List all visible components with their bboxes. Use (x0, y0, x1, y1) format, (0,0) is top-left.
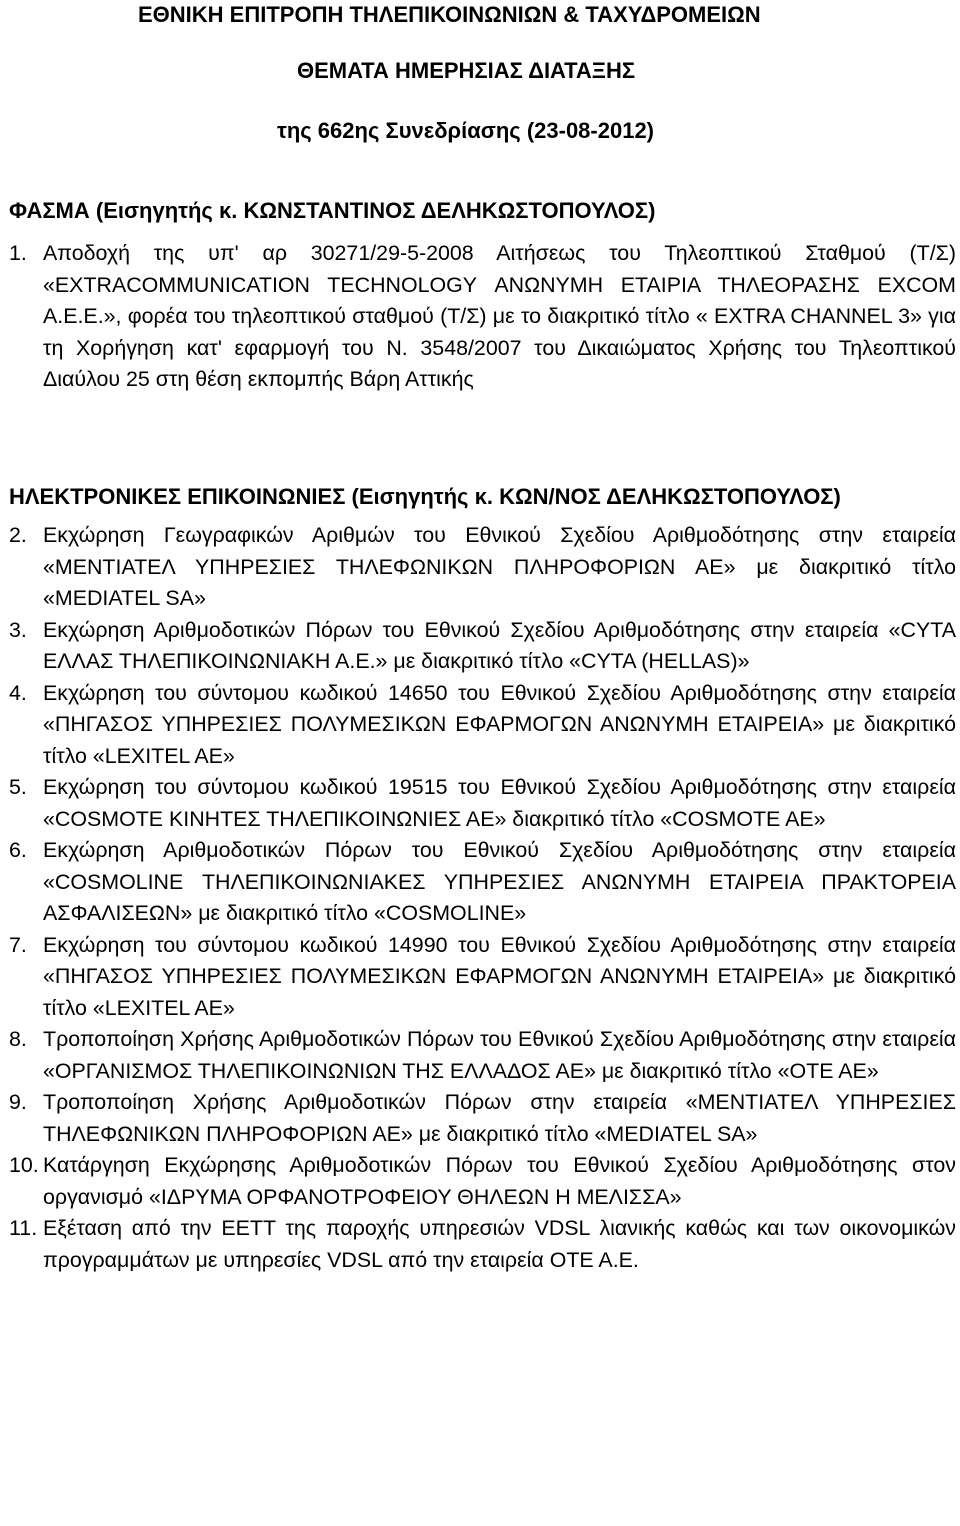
agenda-item-text: Εκχώρηση του σύντομου κωδικού 14650 του Εθνικού Σχεδίου Αριθμοδότησης στην εταιρεία «ΠΗΓΑΣΟΣ ΥΠΗΡΕΣΙΕΣ ΠΟΛΥΜΕΣΙΚΩΝ ΕΦΑΡΜΟΓΩΝ ΑΝΩΝΥΜΗ ΕΤΑΙΡΕΙΑ» με διακριτικό τίτλο «LEXITEL AE» (43, 680, 956, 768)
agenda-item-text: Τροποποίηση Χρήσης Αριθμοδοτικών Πόρων στην εταιρεία «ΜΕΝΤΙΑΤΕΛ ΥΠΗΡΕΣΙΕΣ ΤΗΛΕΦΩΝΙΚΩΝ ΠΛΗΡΟΦΟΡΙΩΝ ΑΕ» με διακριτικό τίτλο «MEDIATEL SA» (43, 1090, 956, 1146)
agenda-item-number: 1. (9, 241, 27, 265)
agenda-item (9, 678, 956, 773)
agenda-item-number: 5. (9, 775, 27, 799)
agenda-item (9, 1087, 956, 1150)
agenda-item-number: 11. (9, 1216, 38, 1240)
section-heading-electronic-communications: ΗΛΕΚΤΡΟΝΙΚΕΣ ΕΠΙΚΟΙΝΩΝΙΕΣ (Εισηγητής κ. ΚΩΝ/ΝΟΣ ΔΕΛΗΚΩΣΤΟΠΟΥΛΟΣ) (9, 484, 841, 509)
agenda-item (9, 615, 956, 678)
spectrum-agenda-list (9, 238, 956, 396)
agenda-item-text: Κατάργηση Εκχώρησης Αριθμοδοτικών Πόρων του Εθνικού Σχεδίου Αριθμοδότησης στον οργανισμό «ΙΔΡΥΜΑ ΟΡΦΑΝΟΤΡΟΦΕΙΟΥ ΘΗΛΕΩΝ Η ΜΕΛΙΣΣΑ» (43, 1153, 956, 1209)
agenda-item-text: Εκχώρηση Γεωγραφικών Αριθμών του Εθνικού Σχεδίου Αριθμοδότησης στην εταιρεία «ΜΕΝΤΙΑΤΕΛ ΥΠΗΡΕΣΙΕΣ ΤΗΛΕΦΩΝΙΚΩΝ ΠΛΗΡΟΦΟΡΙΩΝ ΑΕ» με διακριτικό τίτλο «MEDIATEL SA» (43, 523, 956, 610)
agenda-item (9, 1150, 956, 1213)
session-line: της 662ης Συνεδρίασης (23-08-2012) (277, 118, 655, 143)
agenda-item-number: 10. (9, 1153, 39, 1177)
agenda-item-text: Εκχώρηση Αριθμοδοτικών Πόρων του Εθνικού Σχεδίου Αριθμοδότησης στην εταιρεία «COSMOLINE ΤΗΛΕΠΙΚΟΙΝΩΝΙΑΚΕΣ ΥΠΗΡΕΣΙΕΣ ΑΝΩΝΥΜΗ ΕΤΑΙΡΕΙΑ ΠΡΑΚΤΟΡΕΙΑ ΑΣΦΑΛΙΣΕΩΝ» με διακριτικό τίτλο «COSMOLINE» (43, 838, 956, 925)
agenda-item (9, 772, 956, 835)
agenda-item-number: 7. (9, 932, 27, 957)
agenda-item-number: 3. (9, 617, 27, 642)
agenda-item-number: 2. (9, 523, 27, 547)
agenda-item-number: 8. (9, 1027, 27, 1051)
agenda-item-text: Εκχώρηση του σύντομου κωδικού 19515 του Εθνικού Σχεδίου Αριθμοδότησης στην εταιρεία «COSMOTE ΚΙΝΗΤΕΣ ΤΗΛΕΠΙΚΟΙΝΩΝΙΕΣ ΑΕ» διακριτικό τίτλο «COSMOTE AE» (43, 775, 956, 831)
agenda-item (9, 1213, 956, 1276)
agenda-item-text: Εκχώρηση του σύντομου κωδικού 14990 του Εθνικού Σχεδίου Αριθμοδότησης στην εταιρεία «ΠΗΓΑΣΟΣ ΥΠΗΡΕΣΙΕΣ ΠΟΛΥΜΕΣΙΚΩΝ ΕΦΑΡΜΟΓΩΝ ΑΝΩΝΥΜΗ ΕΤΑΙΡΕΙΑ» με διακριτικό τίτλο «LEXITEL AE» (43, 932, 956, 1020)
agenda-item-text: Εκχώρηση Αριθμοδοτικών Πόρων του Εθνικού Σχεδίου Αριθμοδότησης στην εταιρεία «CYTA ΕΛΛΑΣ ΤΗΛΕΠΙΚΟΙΝΩΝΙΑΚΗ Α.Ε.» με διακριτικό τίτλο «CYTA (HELLAS)» (43, 617, 956, 673)
agenda-item (9, 238, 956, 396)
document-subtitle: ΘΕΜΑΤΑ ΗΜΕΡΗΣΙΑΣ ΔΙΑΤΑΞΗΣ (297, 58, 636, 83)
agenda-item-text: Αποδοχή της υπ' αρ 30271/29-5-2008 Αιτήσεως του Τηλεοπτικού Σταθμού (Τ/Σ) «EXTRACOMMUNICATION TECHNOLOGY ΑΝΩΝΥΜΗ ΕΤΑΙΡΙΑ ΤΗΛΕΟΡΑΣΗΣ EXCOM Α.Ε.Ε.», φορέα του τηλεοπτικού σταθμού (Τ/Σ) με το διακριτικό τίτλο « EXTRA CHANNEL 3» για τη Χορήγηση κατ' εφαρμογή του Ν. 3548/2007 του Δικαιώματος Χρήσης του Τηλεοπτικού Διαύλου 25 στη θέση εκπομπής Βάρη Αττικής (43, 241, 956, 391)
agenda-item-text: Εξέταση από την ΕΕΤΤ της παροχής υπηρεσιών VDSL λιανικής καθώς και των οικονομικών προγραμμάτων με υπηρεσίες VDSL από την εταιρεία ΟΤΕ Α.Ε. (43, 1216, 956, 1272)
electronic-communications-agenda-list (9, 520, 956, 1276)
agenda-item (9, 835, 956, 930)
document-title: ΕΘΝΙΚΗ ΕΠΙΤΡΟΠΗ ΤΗΛΕΠΙΚΟΙΝΩΝΙΩΝ & ΤΑΧΥΔΡΟΜΕΙΩΝ (138, 2, 761, 27)
agenda-item (9, 1024, 956, 1087)
agenda-item-number: 9. (9, 1090, 27, 1114)
agenda-item-number: 6. (9, 838, 27, 862)
agenda-item (9, 520, 956, 615)
agenda-item (9, 930, 956, 1025)
section-heading-spectrum: ΦΑΣΜΑ (Εισηγητής κ. ΚΩΝΣΤΑΝΤΙΝΟΣ ΔΕΛΗΚΩΣΤΟΠΟΥΛΟΣ) (9, 198, 656, 223)
agenda-item-number: 4. (9, 680, 27, 705)
agenda-item-text: Τροποποίηση Χρήσης Αριθμοδοτικών Πόρων του Εθνικού Σχεδίου Αριθμοδότησης στην εταιρεία «ΟΡΓΑΝΙΣΜΟΣ ΤΗΛΕΠΙΚΟΙΝΩΝΙΩΝ ΤΗΣ ΕΛΛΑΔΟΣ ΑΕ» με διακριτικό τίτλο «ΟΤΕ ΑΕ» (43, 1027, 956, 1083)
